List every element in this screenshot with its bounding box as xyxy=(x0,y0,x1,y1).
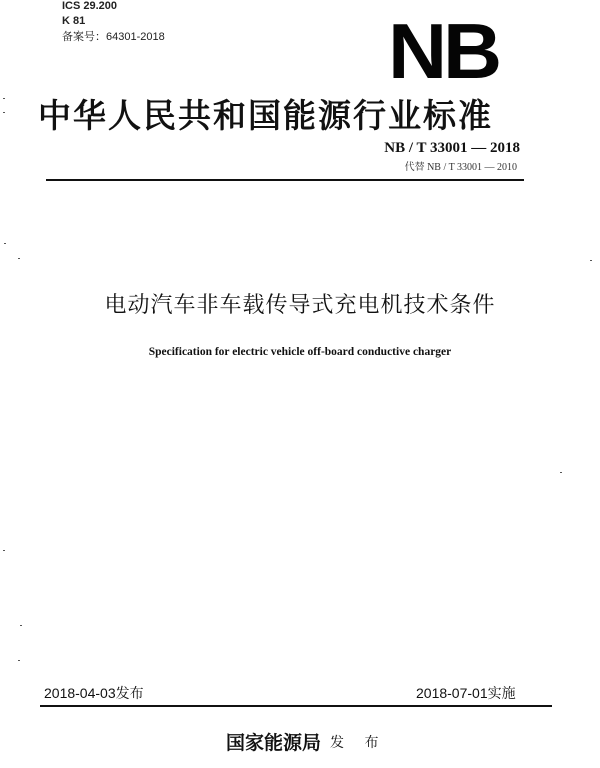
ics-code: ICS 29.200 xyxy=(62,0,118,12)
scan-speck xyxy=(20,625,22,626)
organization-title: 中华人民共和国能源行业标准 xyxy=(38,96,493,135)
issuing-authority: 国家能源局 xyxy=(226,732,322,754)
standard-number: NB / T 33001 — 2018 xyxy=(384,140,520,156)
scan-speck xyxy=(4,243,6,244)
ccs-code: K 81 xyxy=(62,15,86,27)
scan-speck xyxy=(3,112,5,113)
scan-speck xyxy=(18,258,20,259)
implementation-date: 2018-07-01实施 xyxy=(416,685,516,701)
scan-speck xyxy=(590,260,592,261)
replaced-standard: 代替 NB / T 33001 — 2010 xyxy=(404,162,517,173)
title-chinese: 电动汽车非车载传导式充电机技术条件 xyxy=(104,293,496,318)
top-divider xyxy=(46,179,524,181)
issued-label: 发 布 xyxy=(330,735,387,751)
bottom-divider xyxy=(40,705,552,707)
title-english: Specification for electric vehicle off-board conductive charger xyxy=(148,346,452,358)
scan-speck xyxy=(3,550,5,551)
scan-speck xyxy=(3,98,5,99)
nb-logo: NB xyxy=(388,7,498,95)
issue-date: 2018-04-03发布 xyxy=(44,685,144,701)
scan-speck xyxy=(18,660,20,661)
scan-speck xyxy=(560,472,562,473)
record-number: 备案号：64301-2018 xyxy=(62,31,165,43)
